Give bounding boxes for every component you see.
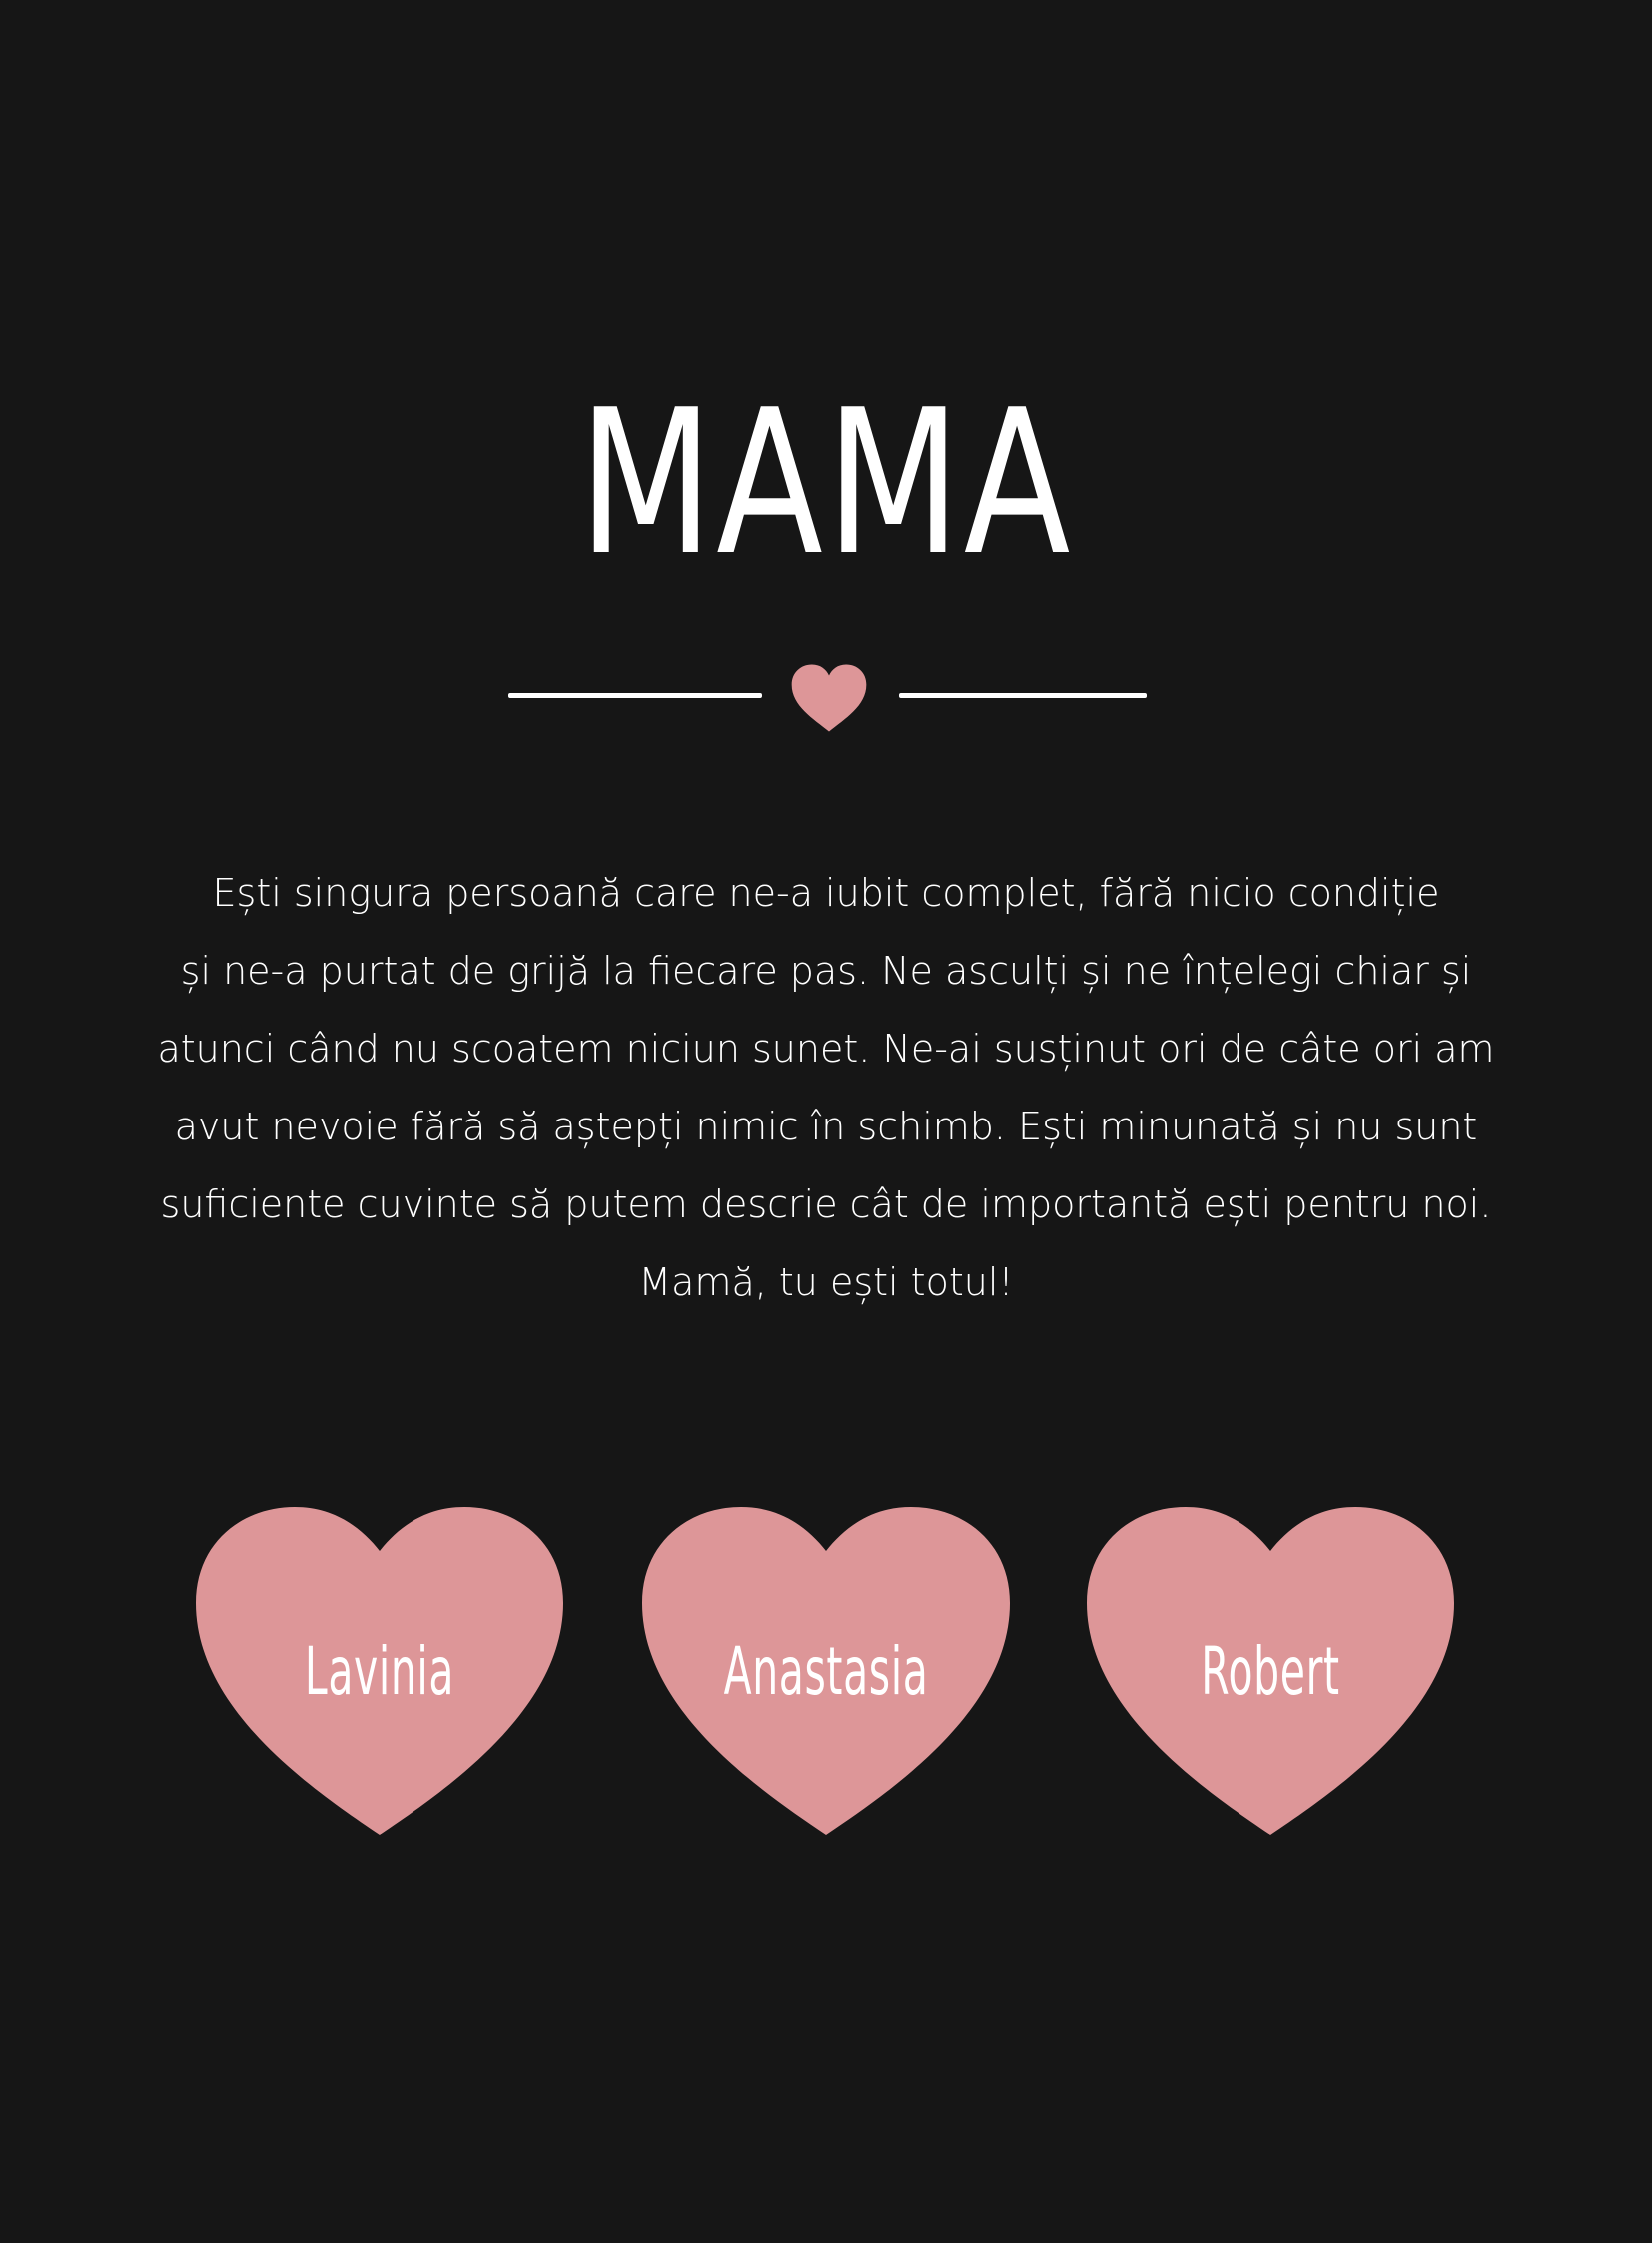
child-name: Lavinia: [304, 1633, 455, 1710]
heart-icon: [790, 663, 868, 733]
message-line: și ne-a purtat de grijă la fiecare pas. Ne asculți și ne înțelegi chiar și: [180, 949, 1472, 993]
title-divider: [0, 663, 1652, 743]
message-text: [100, 854, 1552, 1321]
message-line: Ești singura persoană care ne-a iubit complet, fără nicio condiție: [212, 871, 1440, 915]
divider-line-left: [508, 693, 762, 698]
name-heart-lavinia: [190, 1503, 569, 1843]
child-name: Anastasia: [723, 1633, 929, 1710]
message-line: avut nevoie fără să aștepți nimic în schimb. Ești minunată și nu sunt: [174, 1105, 1478, 1148]
message-line: suficiente cuvinte să putem descrie cât de importantă ești pentru noi.: [160, 1182, 1492, 1226]
name-heart-anastasia: [636, 1503, 1016, 1843]
child-name: Robert: [1201, 1633, 1340, 1710]
message-line: Mamă, tu ești totul!: [638, 1260, 1014, 1304]
name-heart-robert: [1081, 1503, 1460, 1843]
message-line: atunci când nu scoatem niciun sunet. Ne-ai susținut ori de câte ori am: [157, 1027, 1495, 1071]
divider-line-right: [899, 693, 1147, 698]
page-title: MAMA: [578, 368, 1074, 600]
